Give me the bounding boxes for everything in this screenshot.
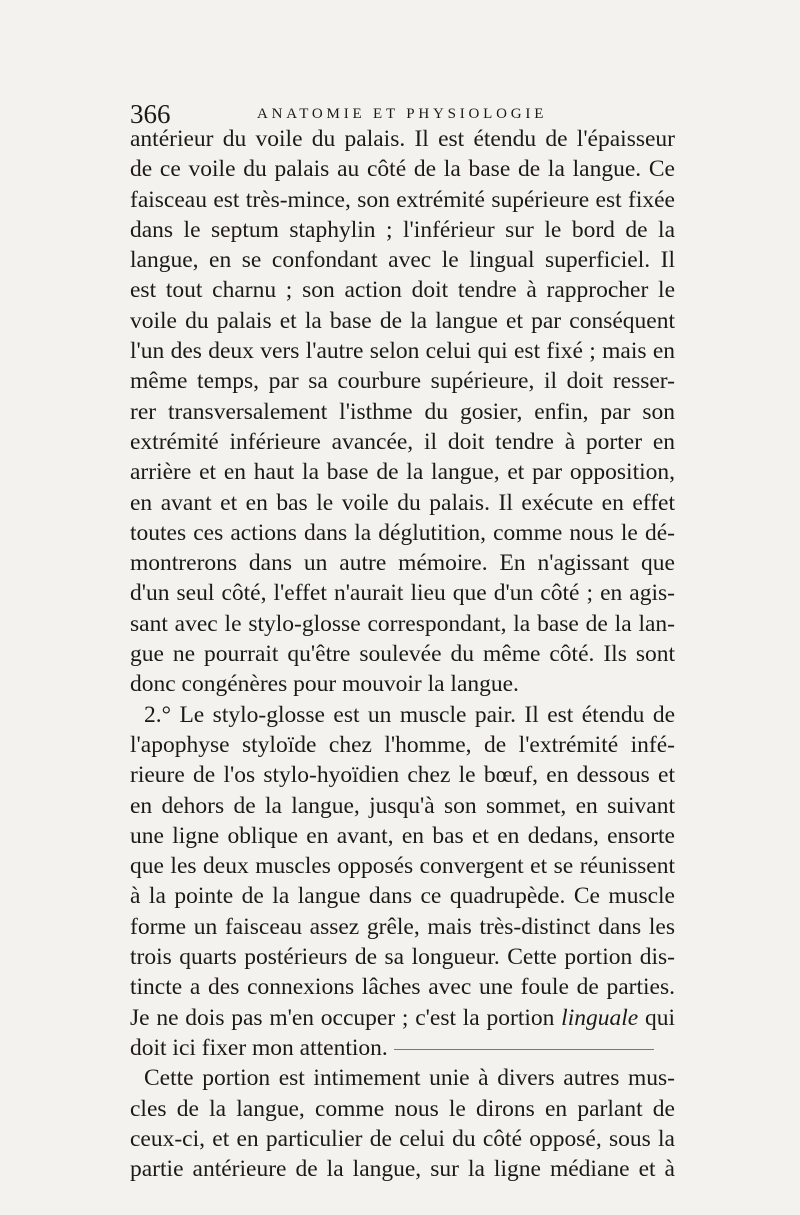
text-line: sant avec le stylo-glosse correspondant, la base de la lan- (130, 610, 675, 637)
text-line: est tout charnu ; son action doit tendre à rapprocher le (130, 277, 675, 304)
text-line: ceux-ci, et en particulier de celui du côté opposé, sous la (130, 1125, 675, 1152)
text-line (130, 1033, 675, 1063)
text-line: toutes ces actions dans la déglutition, comme nous le dé- (130, 519, 675, 546)
text-line: à la pointe de la langue dans ce quadrupède. Ce muscle (130, 883, 675, 910)
text-run: doit ici fixer mon attention. (130, 1034, 388, 1061)
text-line: en dehors de la langue, jusqu'à son sommet, en suivant (130, 792, 675, 819)
running-head: ANATOMIE ET PHYSIOLOGIE (257, 106, 548, 122)
text-line: tincte a des connexions lâches avec une foule de parties. (130, 974, 675, 1001)
text-line: que les deux muscles opposés convergent et se réunissent (130, 853, 675, 880)
text-line: antérieur du voile du palais. Il est étendu de l'épaisseur (130, 126, 675, 152)
text-line: voile du palais et la base de la langue et par conséquent (130, 307, 675, 334)
text-line: extrémité inférieure avancée, il doit tendre à porter en (130, 428, 675, 455)
paragraph-3 (130, 1063, 675, 1184)
text-line: faisceau est très-mince, son extrémité supérieure est fixée (130, 186, 675, 213)
text-line: arrière et en haut la base de la langue, et par opposition, (130, 459, 675, 486)
italic-term: linguale (561, 1004, 639, 1031)
text-line: d'un seul côté, l'effet n'aurait lieu que d'un côté ; en agis- (130, 580, 675, 607)
text-line: dans le septum staphylin ; l'inférieur sur le bord de la (130, 216, 675, 243)
text-line: montrerons dans un autre mémoire. En n'agissant que (130, 550, 675, 577)
text-line: rieure de l'os stylo-hyoïdien chez le bœuf, en dessous et (130, 762, 675, 789)
text-line: forme un faisceau assez grêle, mais très-distinct dans les (130, 913, 675, 940)
body-text (130, 124, 675, 1184)
text-line: donc congénères pour mouvoir la langue. (130, 671, 519, 698)
text-line: 2.° Le stylo-glosse est un muscle pair. Il est étendu de (144, 701, 675, 728)
text-line: l'apophyse styloïde chez l'homme, de l'extrémité infé- (130, 731, 675, 758)
paragraph-1 (130, 124, 675, 700)
text-line (130, 1003, 675, 1033)
text-run: Je ne dois pas m'en occuper ; c'est la portion (130, 1004, 562, 1031)
paragraph-2 (130, 700, 675, 1064)
text-line: Cette portion est intimement unie à divers autres mus- (144, 1065, 675, 1092)
text-line: langue, en se confondant avec le lingual superficiel. Il (130, 247, 675, 274)
page-number: 366 (130, 99, 171, 129)
text-line: rer transversalement l'isthme du gosier, enfin, par son (130, 398, 675, 425)
text-line: trois quarts postérieurs de sa longueur. Cette portion dis- (130, 944, 675, 971)
text-line: partie antérieure de la langue, sur la ligne médiane et à (130, 1156, 675, 1183)
text-line: même temps, par sa courbure supérieure, il doit resser- (130, 368, 675, 395)
text-line: de ce voile du palais au côté de la base de la langue. Ce (130, 156, 675, 183)
text-line: en avant et en bas le voile du palais. Il exécute en effet (130, 489, 675, 516)
text-run: qui (638, 1004, 675, 1031)
text-line: une ligne oblique en avant, en bas et en dedans, ensorte (130, 822, 675, 849)
text-line: l'un des deux vers l'autre selon celui qui est fixé ; mais en (130, 338, 675, 365)
text-line: cles de la langue, comme nous le dirons en parlant de (130, 1095, 675, 1122)
text-line: gue ne pourrait qu'être soulevée du même côté. Ils sont (130, 641, 675, 668)
section-rule (394, 1049, 654, 1050)
